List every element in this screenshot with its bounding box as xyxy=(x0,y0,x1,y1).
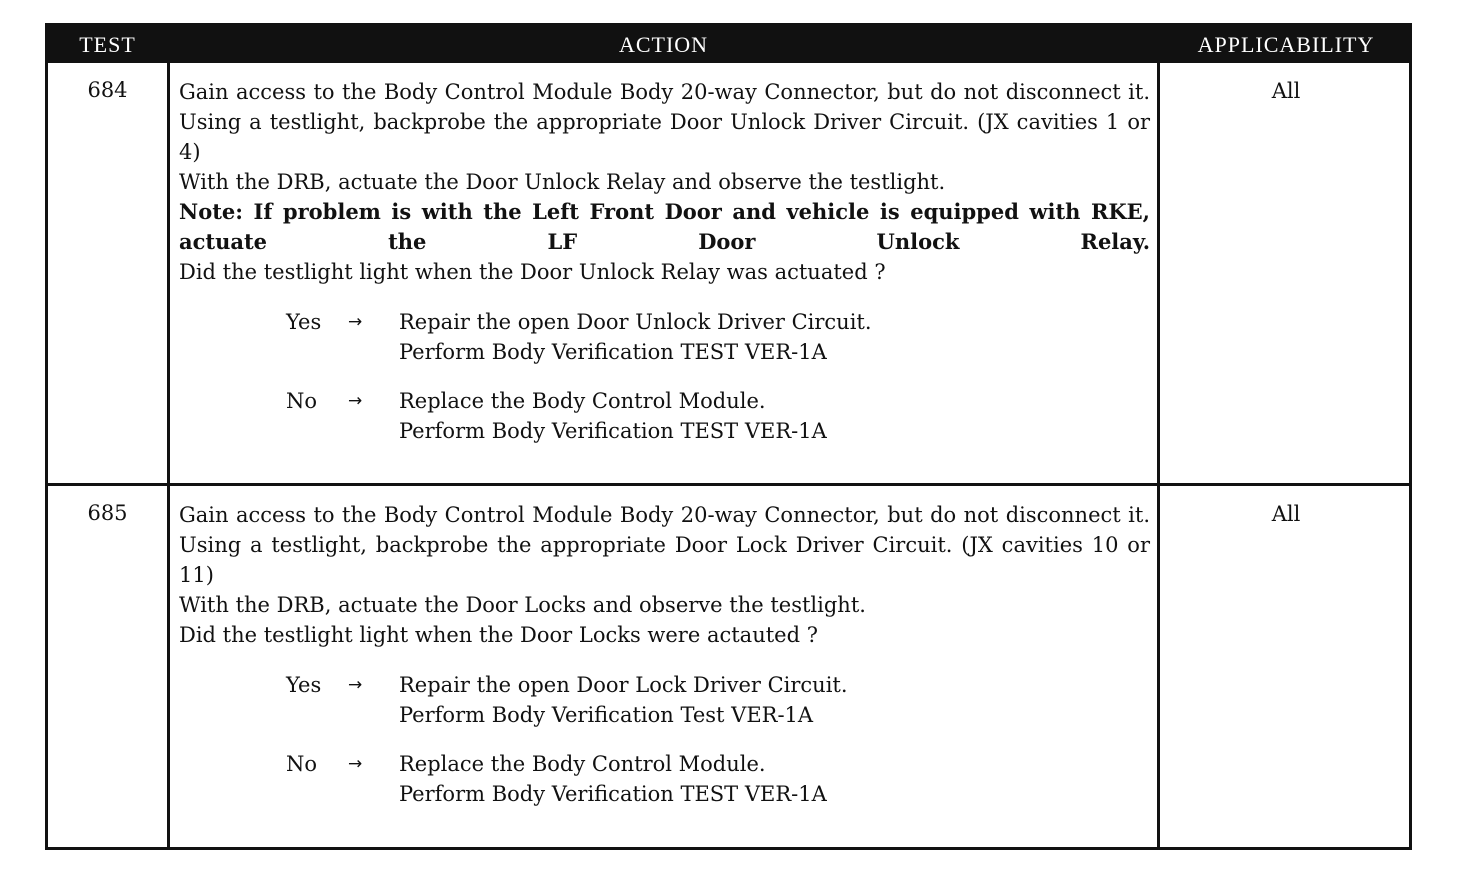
no-branch xyxy=(179,749,1150,809)
applicability-cell: All xyxy=(1271,79,1301,103)
yes-verification: Perform Body Verification Test VER-1A xyxy=(399,703,814,727)
test-number: 684 xyxy=(87,78,128,102)
action-note: Note: If problem is with the Left Front Door and vehicle is equipped with RKE, actuate the LF Door Unlock Relay. xyxy=(179,199,1150,254)
header-applicability: APPLICABILITY xyxy=(1197,32,1375,57)
action-question: Did the testlight light when the Door Unlock Relay was actuated ? xyxy=(179,260,886,284)
arrow-right-icon: → xyxy=(348,312,363,332)
action-step: Gain access to the Body Control Module Body 20-way Connector, but do not disconnect it. xyxy=(179,503,1150,527)
yes-result: Repair the open Door Unlock Driver Circuit. xyxy=(399,310,872,334)
applicability-cell: All xyxy=(1271,502,1301,526)
action-question: Did the testlight light when the Door Locks were actauted ? xyxy=(179,623,818,647)
yes-label: Yes xyxy=(286,310,322,334)
action-step: With the DRB, actuate the Door Unlock Relay and observe the testlight. xyxy=(179,170,946,194)
arrow-right-icon: → xyxy=(348,675,363,695)
no-branch xyxy=(179,386,1150,446)
action-cell xyxy=(179,77,1150,446)
action-step: With the DRB, actuate the Door Locks and observe the testlight. xyxy=(179,593,866,617)
no-verification: Perform Body Verification TEST VER-1A xyxy=(399,419,827,443)
no-label: No xyxy=(286,752,318,776)
action-step: Gain access to the Body Control Module Body 20-way Connector, but do not disconnect it. xyxy=(179,80,1150,104)
table-row xyxy=(48,486,1409,847)
no-label: No xyxy=(286,389,318,413)
action-step: Using a testlight, backprobe the appropriate Door Lock Driver Circuit. (JX cavities 10 or 11) xyxy=(179,533,1150,587)
table-row xyxy=(48,63,1409,483)
yes-label: Yes xyxy=(286,673,322,697)
action-cell xyxy=(179,500,1150,809)
arrow-right-icon: → xyxy=(348,754,363,774)
no-verification: Perform Body Verification TEST VER-1A xyxy=(399,782,827,806)
diagnostic-table xyxy=(45,23,1412,850)
yes-result: Repair the open Door Lock Driver Circuit. xyxy=(399,673,848,697)
yes-branch xyxy=(179,670,1150,730)
table-header xyxy=(48,26,1409,63)
yes-verification: Perform Body Verification TEST VER-1A xyxy=(399,340,827,364)
arrow-right-icon: → xyxy=(348,391,363,411)
header-action: ACTION xyxy=(618,32,709,57)
test-number: 685 xyxy=(87,501,128,525)
header-test: TEST xyxy=(79,32,136,57)
action-step: Using a testlight, backprobe the appropriate Door Unlock Driver Circuit. (JX cavities 1 or 4) xyxy=(179,110,1150,164)
yes-branch xyxy=(179,307,1150,367)
no-result: Replace the Body Control Module. xyxy=(399,752,766,776)
no-result: Replace the Body Control Module. xyxy=(399,389,766,413)
